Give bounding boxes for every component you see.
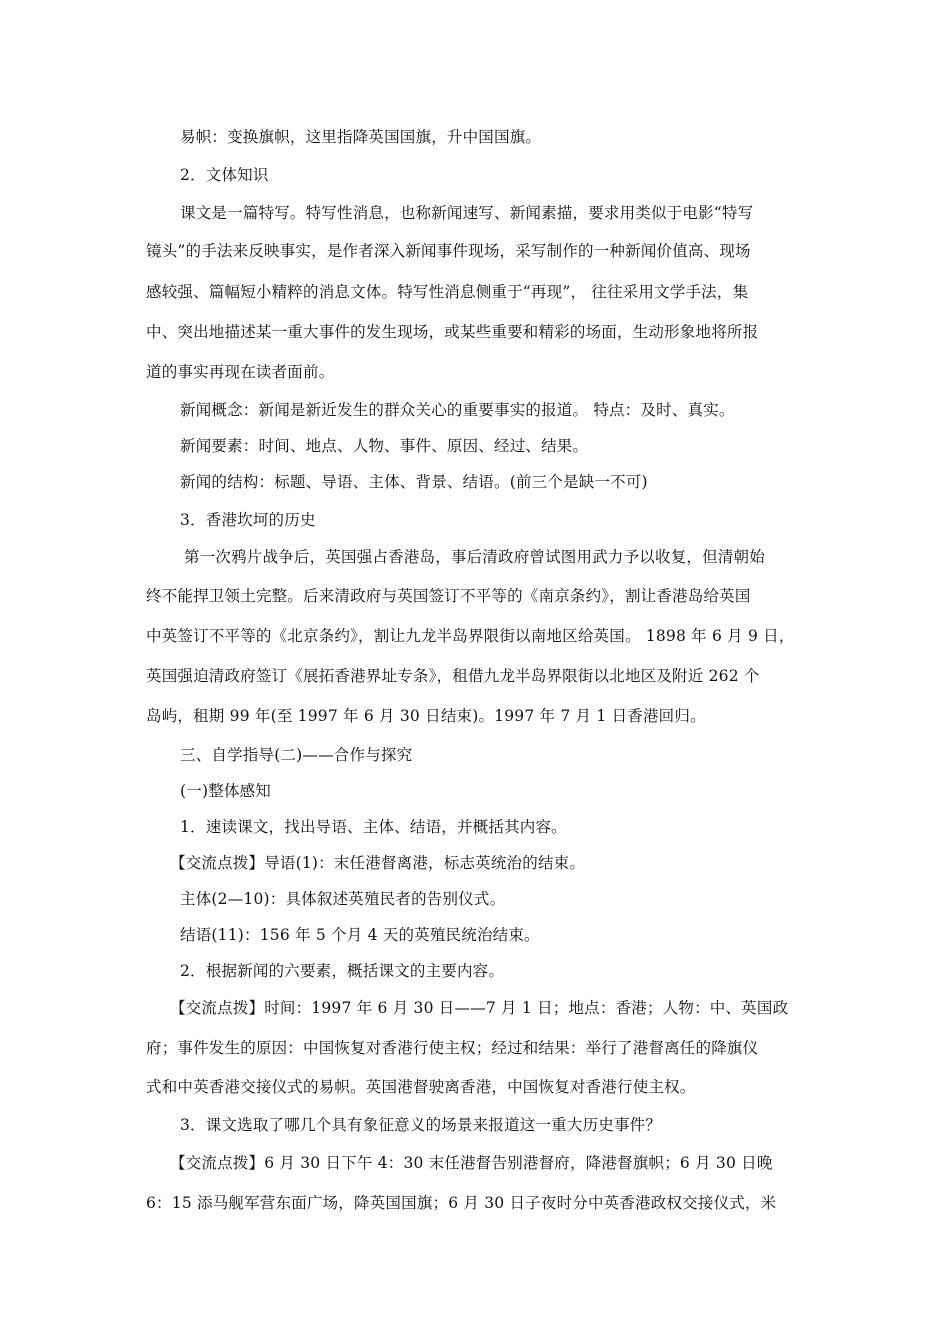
paragraph-line: 终不能捍卫领土完整。后来清政府与英国签订不平等的《南京条约》，割让香港岛给英国 (146, 587, 751, 605)
answer-line: 式和中英香港交接仪式的易帜。英国港督驶离香港，中国恢复对香港行使主权。 (146, 1078, 696, 1096)
paragraph-line: 道的事实再现在读者面前。 (146, 363, 335, 381)
paragraph-line: 感较强、篇幅短小精粹的消息文体。特写性消息侧重于“再现”， 往往采用文学手法，集 (146, 283, 749, 301)
question-line: 1．速读课文，找出导语、主体、结语，并概括其内容。 (180, 818, 567, 836)
paragraph-line: 第一次鸦片战争后，英国强占香港岛，事后清政府曾试图用武力予以收复，但清朝始 (184, 548, 765, 566)
paragraph-line: 课文是一篇特写。特写性消息，也称新闻速写、新闻素描，要求用类似于电影“特写 (180, 204, 754, 222)
paragraph-line: 中、突出地描述某一重大事件的发生现场，或某些重要和精彩的场面，生动形象地将所报 (146, 323, 759, 341)
paragraph-line: 岛屿，租期 99 年(至 1997 年 6 月 30 日结束)。1997 年 7 月 1 日香港回归。 (146, 707, 706, 725)
section-heading: 三、自学指导(二)——合作与探究 (180, 746, 413, 764)
answer-line: 【交流点拨】时间：1997 年 6 月 30 日——7 月 1 日；地点：香港；人物：中、英国政 (170, 999, 789, 1017)
paragraph-line: 中英签订不平等的《北京条约》，割让九龙半岛界限街以南地区给英国。 1898 年 6 月 9 日， (146, 627, 795, 645)
answer-line: 【交流点拨】6 月 30 日下午 4：30 末任港督告别港督府，降港督旗帜；6 月 30 日晚 (170, 1154, 773, 1172)
paragraph-line: 英国强迫清政府签订《展拓香港界址专条》，租借九龙半岛界限街以北地区及附近 262 个 (146, 667, 760, 685)
paragraph-line: 易帜：变换旗帜，这里指降英国国旗，升中国国旗。 (180, 128, 542, 146)
answer-line: 主体(2—10)：具体叙述英殖民者的告别仪式。 (180, 890, 506, 908)
subsection-heading: (一)整体感知 (180, 782, 271, 800)
answer-line: 结语(11)：156 年 5 个月 4 天的英殖民统治结束。 (180, 926, 540, 944)
paragraph-line: 新闻的结构：标题、导语、主体、背景、结语。(前三个是缺一不可) (180, 473, 648, 491)
question-line: 3．课文选取了哪几个具有象征意义的场景来报道这一重大历史事件？ (180, 1116, 662, 1134)
answer-line: 【交流点拨】导语(1)：末任港督离港，标志英统治的结束。 (170, 854, 586, 872)
question-line: 2．根据新闻的六要素，概括课文的主要内容。 (180, 962, 505, 980)
answer-line: 府；事件发生的原因：中国恢复对香港行使主权；经过和结果：举行了港督离任的降旗仪 (146, 1039, 759, 1057)
section-heading: 3．香港坎坷的历史 (180, 511, 316, 529)
answer-line: 6：15 添马舰军营东面广场，降英国国旗；6 月 30 日子夜时分中英香港政权交接仪式，米 (146, 1194, 777, 1212)
section-heading: 2．文体知识 (180, 166, 269, 184)
paragraph-line: 新闻要素：时间、地点、人物、事件、原因、经过、结果。 (180, 437, 589, 455)
paragraph-line: 新闻概念：新闻是新近发生的群众关心的重要事实的报道。 特点：及时、真实。 (180, 401, 735, 419)
paragraph-line: 镜头”的手法来反映事实，是作者深入新闻事件现场，采写制作的一种新闻价值高、现场 (146, 242, 751, 260)
